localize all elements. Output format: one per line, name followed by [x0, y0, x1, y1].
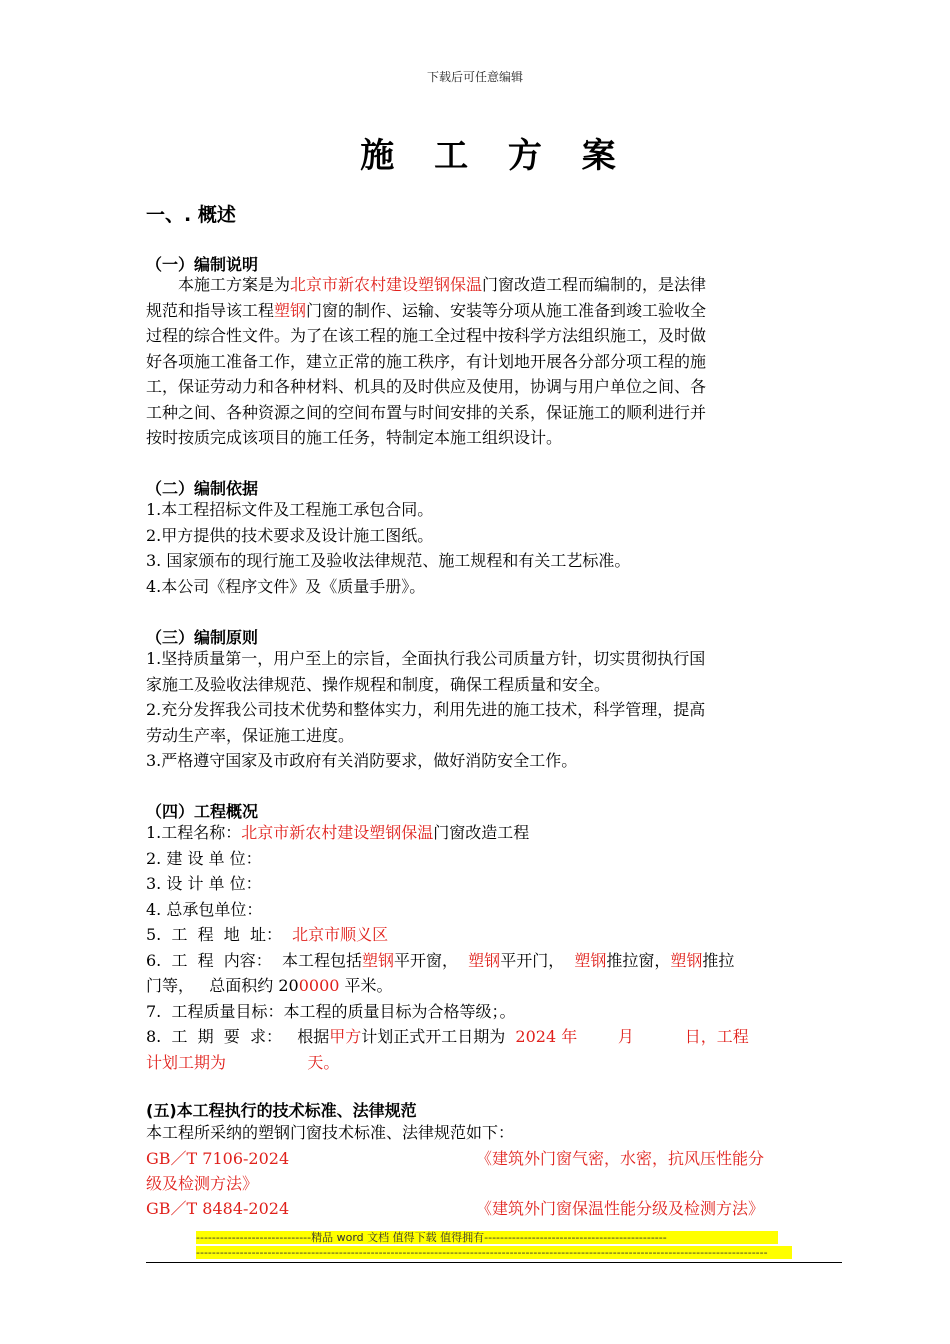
highlight-text: 塑钢 — [574, 950, 607, 970]
paragraph-line: 过程的综合性文件。为了在该工程的施工全过程中按科学方法组织施工，及时做 — [146, 326, 707, 345]
footer-banner: -----------------------------精品 word 文档 值得下载 值得拥有---------------------------------------------- — [196, 1231, 778, 1244]
highlight-text: 塑钢 — [670, 950, 703, 970]
highlight-text: 计划工期为 天。 — [146, 1052, 340, 1072]
paragraph-line — [146, 298, 826, 324]
highlight-text: 甲方 — [329, 1027, 362, 1046]
subsection-body-2 — [146, 497, 826, 599]
subsection-body-1 — [146, 272, 826, 451]
subsection-heading-4: （四）工程概况 — [146, 802, 259, 821]
standard-code-2: GB／T 8484-2024 — [146, 1199, 290, 1218]
text-span: 门等， 总面积约 20 — [146, 976, 299, 995]
list-item: 3.严格遵守国家及市政府有关消防要求，做好消防安全工作。 — [146, 751, 578, 770]
quality-line: 7. 工程质量目标：本工程的质量目标为合格等级；。 — [146, 1001, 516, 1021]
footer-dash-line: ------------------------------------------------------------------------------------------------------------------------------------------------ — [196, 1246, 792, 1259]
paragraph-line: 工，保证劳动力和各种材料、机具的及时供应及使用，协调与用户单位之间、各 — [146, 377, 707, 396]
highlight-text: 北京市新农村建设塑钢保温 — [241, 823, 434, 842]
project-name-line — [146, 820, 826, 846]
text-span: 6. 工 程 内容： 本工程包括 — [146, 950, 362, 970]
standard-name-2: 《建筑外门窗保温性能分级及检测方法》 — [476, 1199, 765, 1218]
text-span: 平开窗， — [393, 950, 469, 970]
header-note: 下载后可任意编辑 — [426, 70, 523, 84]
text-span: 1.工程名称： — [146, 823, 242, 842]
text-span: 计划正式开工日期为 — [361, 1027, 516, 1046]
subsection-heading-2: （二）编制依据 — [146, 479, 259, 498]
text-span: 8. 工 期 要 求： 根据 — [146, 1027, 330, 1046]
paragraph-line: 工种之间、各种资源之间的空间布置与时间安排的关系，保证施工的顺利进行并 — [146, 402, 707, 422]
list-item: 家施工及验收法律规范、操作规程和制度，确保工程质量和安全。 — [146, 674, 611, 694]
text-span: 平开门， — [500, 950, 575, 970]
subsection-heading-5: (五)本工程执行的技术标准、法律规范 — [146, 1101, 417, 1120]
text-span: 本施工方案是为 — [178, 275, 291, 294]
list-item: 1.本工程招标文件及工程施工承包合同。 — [146, 500, 434, 519]
paragraph-line: 好各项施工准备工作，建立正常的施工秩序，有计划地开展各分部分项工程的施 — [146, 351, 707, 371]
text-span: 推拉窗， — [606, 950, 671, 970]
subsection-body-4 — [146, 820, 826, 1075]
area-line — [146, 973, 826, 999]
footer-rule — [146, 1262, 842, 1263]
list-item: 2.甲方提供的技术要求及设计施工图纸。 — [146, 525, 434, 545]
highlight-text: 塑钢 — [468, 950, 501, 970]
subsection-heading-3: （三）编制原则 — [146, 628, 259, 647]
content-line — [146, 948, 826, 974]
address-line — [146, 922, 826, 948]
owner-line: 2. 建 设 单 位： — [146, 848, 262, 868]
contractor-line: 4. 总承包单位： — [146, 899, 263, 919]
standards-intro: 本工程所采纳的塑钢门窗技术标准、法律规范如下： — [146, 1123, 515, 1142]
paragraph-line — [146, 272, 826, 298]
text-span: 门窗改造工程 — [433, 823, 530, 842]
list-item: 1.坚持质量第一，用户至上的宗旨，全面执行我公司质量方针，切实贯彻执行国 — [146, 649, 706, 668]
schedule-line — [146, 1024, 826, 1050]
subsection-heading-1: （一）编制说明 — [146, 255, 259, 274]
text-span: 5. 工 程 地 址： — [146, 925, 293, 944]
highlight-text: 北京市新农村建设塑钢保温 — [290, 275, 483, 294]
standard-name-1: 《建筑外门窗气密，水密，抗风压性能分 — [476, 1149, 765, 1168]
highlight-text: 塑钢 — [274, 300, 307, 320]
paragraph-line: 按时按质完成该项目的施工任务，特制定本施工组织设计。 — [146, 428, 563, 447]
list-item: 劳动生产率，保证施工进度。 — [146, 725, 355, 745]
highlight-text: 塑钢 — [361, 950, 394, 970]
text-span: 门窗的制作、运输、安装等分项从施工准备到竣工验收全 — [306, 300, 707, 320]
duration-line — [146, 1050, 826, 1076]
text-span: 规范和指导该工程 — [146, 300, 275, 320]
text-span: 平米。 — [339, 976, 393, 995]
section-heading-overview: 一、. 概述 — [146, 204, 236, 226]
text-span: 推拉 — [702, 950, 735, 970]
subsection-body-3 — [146, 646, 826, 774]
highlight-text: 北京市顺义区 — [292, 925, 389, 944]
list-item: 3. 国家颁布的现行施工及验收法律规范、施工规程和有关工艺标准。 — [146, 551, 631, 570]
list-item: 4.本公司《程序文件》及《质量手册》。 — [146, 576, 426, 596]
highlight-text: 0000 — [298, 976, 340, 995]
highlight-text: 2024 年 月 日，工程 — [515, 1027, 749, 1046]
subsection-body-5 — [146, 1120, 826, 1146]
standard-code-1: GB／T 7106-2024 — [146, 1149, 290, 1168]
standard-name-1-cont: 级及检测方法》 — [146, 1174, 259, 1193]
text-span: 门窗改造工程而编制的，是法律 — [482, 275, 707, 294]
designer-line: 3. 设 计 单 位： — [146, 874, 262, 893]
document-title: 施 工 方 案 — [360, 136, 630, 176]
list-item: 2.充分发挥我公司技术优势和整体实力，利用先进的施工技术，科学管理，提高 — [146, 700, 706, 719]
